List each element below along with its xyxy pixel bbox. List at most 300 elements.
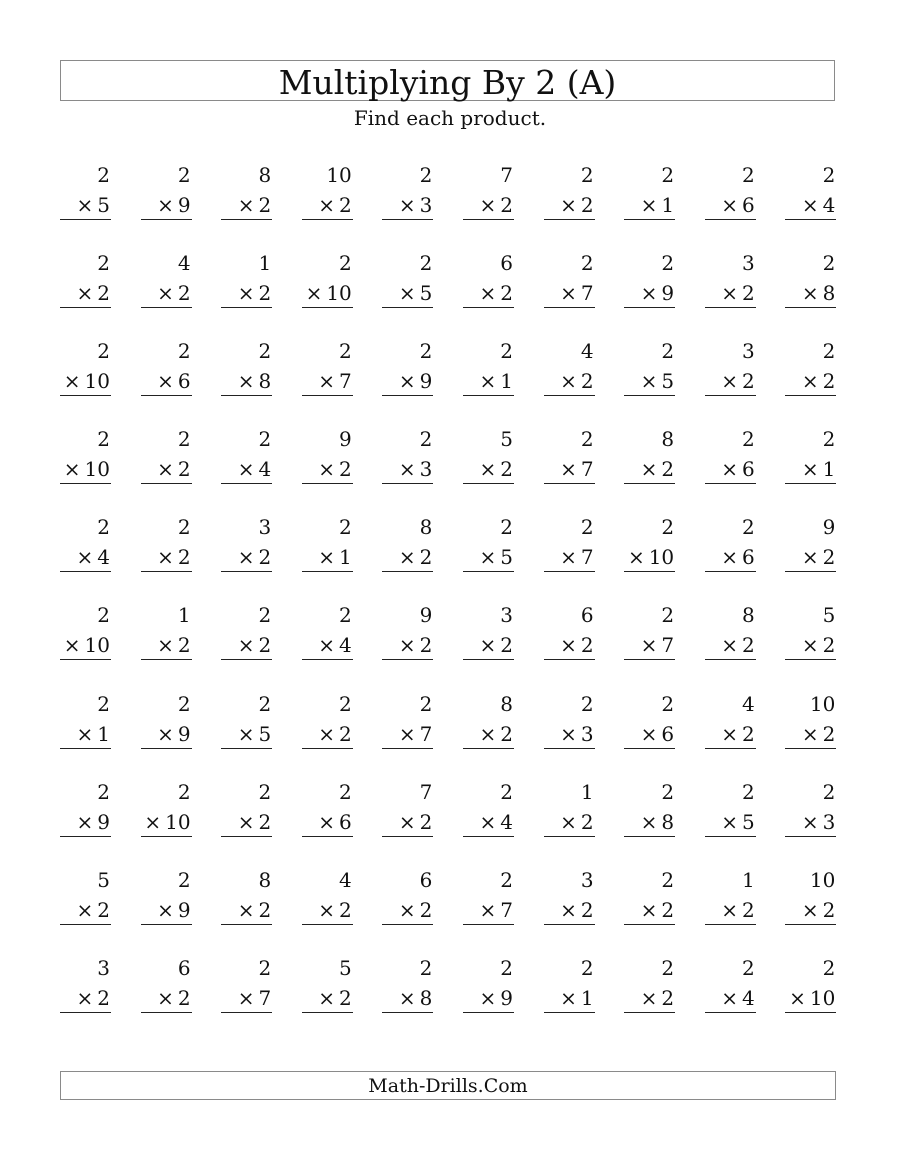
multiplicand: 2 (97, 163, 110, 187)
multiplier: 2 (258, 809, 272, 834)
multiplicand: 10 (326, 163, 352, 187)
multiplier: 2 (742, 369, 755, 394)
multiplicand: 2 (339, 339, 352, 364)
multiplier: 8 (258, 369, 272, 394)
multiply-sign: × (627, 545, 645, 570)
multiply-sign: × (801, 633, 819, 658)
problem (705, 427, 756, 489)
problem (221, 251, 272, 313)
multiplicand: 4 (177, 251, 191, 276)
problem (141, 868, 192, 930)
answer-line (141, 307, 192, 308)
answer-line (302, 219, 353, 220)
multiplier: 8 (822, 281, 836, 306)
problem (221, 780, 272, 842)
multiplier-line (157, 369, 191, 393)
multiplier-line (399, 457, 433, 481)
multiply-sign: × (560, 545, 577, 570)
multiplier-line (157, 633, 191, 657)
answer-line (705, 1012, 756, 1013)
multiply-sign: × (479, 457, 497, 482)
multiplier-line (560, 457, 594, 481)
answer-line (785, 307, 836, 308)
multiplier: 2 (258, 897, 272, 922)
multiplier-line (641, 369, 675, 393)
problem (463, 956, 514, 1018)
answer-line (60, 395, 111, 396)
multiplicand: 6 (580, 603, 594, 628)
answer-line (60, 836, 111, 837)
problem (463, 163, 514, 225)
multiplier: 2 (580, 809, 594, 834)
answer-line (785, 924, 836, 925)
problem (60, 339, 111, 401)
multiplier-line (721, 281, 755, 305)
multiplier-line (479, 457, 513, 481)
answer-line (60, 219, 111, 220)
multiply-sign: × (560, 457, 577, 482)
multiplier-line (238, 457, 272, 481)
problem (382, 956, 433, 1018)
answer-line (221, 836, 272, 837)
multiplicand: 3 (500, 603, 513, 628)
multiplier-line (802, 281, 836, 305)
multiplier: 2 (580, 633, 594, 658)
problem (382, 251, 433, 313)
multiplier: 10 (165, 809, 191, 834)
multiplier-line (238, 369, 272, 393)
multiplier: 2 (580, 193, 594, 217)
multiplicand: 5 (339, 955, 352, 980)
answer-line (221, 219, 272, 220)
multiply-sign: × (801, 545, 819, 570)
multiplier: 2 (500, 281, 513, 306)
answer-line (221, 307, 272, 308)
multiply-sign: × (237, 809, 255, 834)
problem (60, 780, 111, 842)
multiply-sign: × (63, 633, 81, 658)
answer-line (785, 571, 836, 572)
problem (302, 956, 353, 1018)
problem (785, 427, 836, 489)
multiplicand: 2 (258, 955, 272, 980)
multiply-sign: × (721, 897, 739, 922)
multiplier: 2 (339, 985, 352, 1010)
problem (382, 868, 433, 930)
problem (302, 868, 353, 930)
multiplier: 9 (97, 809, 110, 834)
multiplicand: 2 (97, 427, 110, 452)
answer-line (705, 924, 756, 925)
multiplicand: 5 (97, 867, 110, 892)
multiplier: 2 (177, 985, 191, 1010)
multiplicand: 3 (258, 515, 272, 540)
answer-line (785, 395, 836, 396)
multiply-sign: × (237, 545, 255, 570)
answer-line (705, 219, 756, 220)
answer-line (221, 924, 272, 925)
multiplicand: 1 (177, 603, 191, 628)
answer-line (302, 836, 353, 837)
multiply-sign: × (479, 809, 497, 834)
multiplier: 10 (326, 281, 352, 306)
multiplicand: 2 (742, 955, 755, 980)
multiplicand: 2 (339, 515, 352, 540)
answer-line (624, 483, 675, 484)
multiply-sign: × (157, 897, 174, 922)
multiplier-line (399, 898, 433, 922)
answer-line (302, 748, 353, 749)
multiplier: 2 (822, 721, 836, 746)
multiplier: 2 (419, 545, 433, 570)
multiplier-line (479, 193, 513, 217)
problem (785, 956, 836, 1018)
multiplier: 2 (339, 193, 352, 217)
problem (60, 427, 111, 489)
problem (463, 251, 514, 313)
problem (141, 515, 192, 577)
multiplier: 2 (97, 281, 110, 306)
answer-line (705, 659, 756, 660)
multiplier-line (238, 193, 272, 217)
multiply-sign: × (76, 985, 94, 1010)
problem (221, 956, 272, 1018)
multiplicand: 2 (580, 515, 594, 540)
multiplier-line (721, 633, 755, 657)
multiplier: 7 (580, 457, 594, 482)
footer-box (60, 1071, 836, 1100)
multiplicand: 2 (742, 427, 755, 452)
multiplier: 2 (339, 897, 352, 922)
problem (624, 427, 675, 489)
multiplicand: 2 (419, 691, 433, 716)
multiplier: 1 (97, 721, 110, 746)
answer-line (705, 836, 756, 837)
multiply-sign: × (237, 721, 255, 746)
multiplier: 5 (742, 809, 755, 834)
multiplicand: 8 (661, 427, 675, 452)
multiplier-line (157, 898, 191, 922)
multiplicand: 2 (822, 251, 836, 276)
problem (705, 868, 756, 930)
answer-line (785, 483, 836, 484)
multiplier-line (560, 722, 594, 746)
answer-line (302, 659, 353, 660)
problem (624, 251, 675, 313)
multiplier: 2 (742, 897, 755, 922)
multiplier: 2 (339, 721, 352, 746)
multiply-sign: × (157, 369, 174, 394)
answer-line (544, 483, 595, 484)
multiply-sign: × (479, 193, 497, 217)
multiplier: 10 (84, 369, 110, 394)
multiplier: 10 (648, 545, 675, 570)
answer-line (785, 1012, 836, 1013)
multiplier: 2 (822, 897, 836, 922)
multiplicand: 2 (97, 779, 110, 804)
problem (221, 603, 272, 665)
multiplier: 7 (580, 545, 594, 570)
multiplier: 2 (500, 457, 513, 482)
multiply-sign: × (801, 281, 819, 306)
multiplier-line (802, 369, 836, 393)
multiplicand: 2 (822, 779, 836, 804)
multiplicand: 2 (97, 515, 110, 540)
multiply-sign: × (76, 721, 94, 746)
multiply-sign: × (237, 193, 255, 217)
multiplicand: 2 (339, 779, 352, 804)
problem (60, 603, 111, 665)
answer-line (785, 659, 836, 660)
answer-line (463, 571, 514, 572)
multiplier-line (802, 722, 836, 746)
multiply-sign: × (560, 809, 577, 834)
multiplier-line (641, 898, 675, 922)
multiplier: 2 (661, 985, 675, 1010)
multiply-sign: × (640, 633, 658, 658)
problem (302, 339, 353, 401)
answer-line (60, 748, 111, 749)
multiplicand: 10 (809, 867, 836, 892)
multiplier: 2 (419, 897, 433, 922)
multiplicand: 2 (177, 779, 191, 804)
multiply-sign: × (721, 193, 739, 217)
multiplicand: 5 (822, 603, 836, 628)
multiplier-line (802, 457, 836, 481)
multiplier: 5 (97, 193, 110, 217)
problem (60, 515, 111, 577)
multiplicand: 9 (419, 603, 433, 628)
multiplier-line (399, 369, 433, 393)
multiply-sign: × (721, 633, 739, 658)
multiply-sign: × (560, 897, 577, 922)
multiplier: 5 (500, 545, 513, 570)
multiplier: 2 (177, 281, 191, 306)
problem (705, 603, 756, 665)
multiply-sign: × (479, 721, 497, 746)
answer-line (141, 395, 192, 396)
multiply-sign: × (789, 985, 806, 1010)
multiplier-line (479, 369, 513, 393)
multiplicand: 2 (177, 163, 191, 187)
answer-line (382, 483, 433, 484)
multiply-sign: × (640, 457, 658, 482)
multiply-sign: × (801, 897, 819, 922)
multiplier-line (157, 545, 191, 569)
multiplier: 4 (500, 809, 513, 834)
multiplier-line (560, 810, 594, 834)
multiply-sign: × (318, 545, 336, 570)
problem (463, 868, 514, 930)
multiplier-line (318, 193, 352, 217)
multiply-sign: × (560, 721, 577, 746)
problem (463, 603, 514, 665)
problem (705, 251, 756, 313)
problem (624, 515, 675, 577)
multiply-sign: × (721, 809, 739, 834)
answer-line (624, 924, 675, 925)
multiplier-line (77, 545, 111, 569)
multiply-sign: × (398, 369, 416, 394)
problem (544, 603, 595, 665)
multiplicand: 4 (742, 691, 755, 716)
multiplicand: 6 (500, 251, 513, 276)
multiplier-line (560, 633, 594, 657)
answer-line (463, 924, 514, 925)
problem (141, 251, 192, 313)
multiplicand: 2 (500, 867, 513, 892)
problem (221, 692, 272, 754)
problem (302, 603, 353, 665)
multiplier: 6 (661, 721, 675, 746)
problem (382, 780, 433, 842)
answer-line (382, 1012, 433, 1013)
problem (382, 427, 433, 489)
multiply-sign: × (560, 369, 577, 394)
multiplier: 2 (822, 369, 836, 394)
answer-line (705, 748, 756, 749)
multiply-sign: × (398, 897, 416, 922)
answer-line (785, 748, 836, 749)
multiplier-line (560, 545, 594, 569)
answer-line (463, 307, 514, 308)
multiplier-line (802, 545, 836, 569)
answer-line (382, 924, 433, 925)
multiply-sign: × (157, 193, 174, 217)
multiply-sign: × (237, 369, 255, 394)
multiplier-line (399, 193, 433, 217)
multiply-sign: × (801, 457, 819, 482)
problem (785, 868, 836, 930)
problem (60, 692, 111, 754)
multiplicand: 2 (258, 779, 272, 804)
multiplier-line (306, 281, 352, 305)
multiplicand: 2 (742, 779, 755, 804)
multiplier-line (399, 722, 433, 746)
multiply-sign: × (721, 985, 739, 1010)
multiplicand: 2 (258, 339, 272, 364)
multiplier-line (238, 722, 272, 746)
multiplier: 3 (419, 457, 433, 482)
multiply-sign: × (157, 281, 174, 306)
multiplicand: 1 (742, 867, 755, 892)
multiplicand: 2 (500, 779, 513, 804)
multiply-sign: × (479, 369, 497, 394)
multiply-sign: × (801, 369, 819, 394)
multiply-sign: × (318, 457, 336, 482)
multiplicand: 2 (419, 427, 433, 452)
multiply-sign: × (76, 281, 94, 306)
multiplicand: 6 (419, 867, 433, 892)
multiplier: 2 (500, 633, 513, 658)
answer-line (463, 395, 514, 396)
answer-line (544, 1012, 595, 1013)
multiplier: 1 (822, 457, 836, 482)
answer-line (60, 307, 111, 308)
multiplier: 9 (661, 281, 675, 306)
multiply-sign: × (560, 281, 577, 306)
problem (705, 163, 756, 225)
instructions: Find each product. (353, 106, 547, 130)
multiplicand: 8 (258, 163, 272, 187)
multiply-sign: × (318, 809, 336, 834)
problem (544, 780, 595, 842)
multiplier: 10 (84, 633, 110, 658)
answer-line (624, 748, 675, 749)
answer-line (221, 395, 272, 396)
problem (221, 163, 272, 225)
multiply-sign: × (63, 457, 81, 482)
answer-line (60, 483, 111, 484)
multiplier-line (479, 722, 513, 746)
answer-line (463, 748, 514, 749)
problem (60, 163, 111, 225)
multiplier: 4 (339, 633, 352, 658)
multiplicand: 2 (258, 427, 272, 452)
multiplicand: 2 (177, 339, 191, 364)
multiplicand: 2 (580, 163, 594, 187)
multiply-sign: × (640, 369, 658, 394)
answer-line (302, 1012, 353, 1013)
problem (302, 515, 353, 577)
multiplier: 5 (258, 721, 272, 746)
problem (463, 780, 514, 842)
multiplier-line (238, 545, 272, 569)
multiplicand: 2 (258, 603, 272, 628)
multiplier-line (560, 281, 594, 305)
problem (624, 339, 675, 401)
multiplier: 9 (177, 721, 191, 746)
multiplier: 2 (177, 545, 191, 570)
multiply-sign: × (398, 633, 416, 658)
multiply-sign: × (398, 193, 416, 217)
multiplicand: 2 (822, 955, 836, 980)
multiplicand: 2 (419, 339, 433, 364)
problem (544, 427, 595, 489)
multiplicand: 2 (661, 251, 675, 276)
multiplier: 5 (661, 369, 675, 394)
multiplicand: 2 (500, 515, 513, 540)
multiplier-line (628, 545, 674, 569)
problem (624, 780, 675, 842)
multiplier-line (77, 810, 111, 834)
multiplicand: 2 (339, 251, 352, 276)
multiplier: 2 (500, 721, 513, 746)
multiply-sign: × (398, 457, 416, 482)
multiplicand: 2 (822, 163, 836, 187)
multiplier-line (641, 986, 675, 1010)
problem (221, 515, 272, 577)
problem (705, 692, 756, 754)
multiplicand: 2 (419, 955, 433, 980)
multiplicand: 8 (500, 691, 513, 716)
multiply-sign: × (801, 721, 819, 746)
multiply-sign: × (318, 985, 336, 1010)
multiplier-line (721, 898, 755, 922)
multiply-sign: × (721, 721, 739, 746)
problem (141, 603, 192, 665)
multiplicand: 2 (822, 339, 836, 364)
multiply-sign: × (76, 897, 94, 922)
answer-line (544, 307, 595, 308)
multiplier: 6 (742, 545, 755, 570)
multiply-sign: × (398, 545, 416, 570)
problem (141, 692, 192, 754)
problem (785, 163, 836, 225)
problem (785, 515, 836, 577)
multiplier: 2 (822, 545, 836, 570)
answer-line (463, 659, 514, 660)
